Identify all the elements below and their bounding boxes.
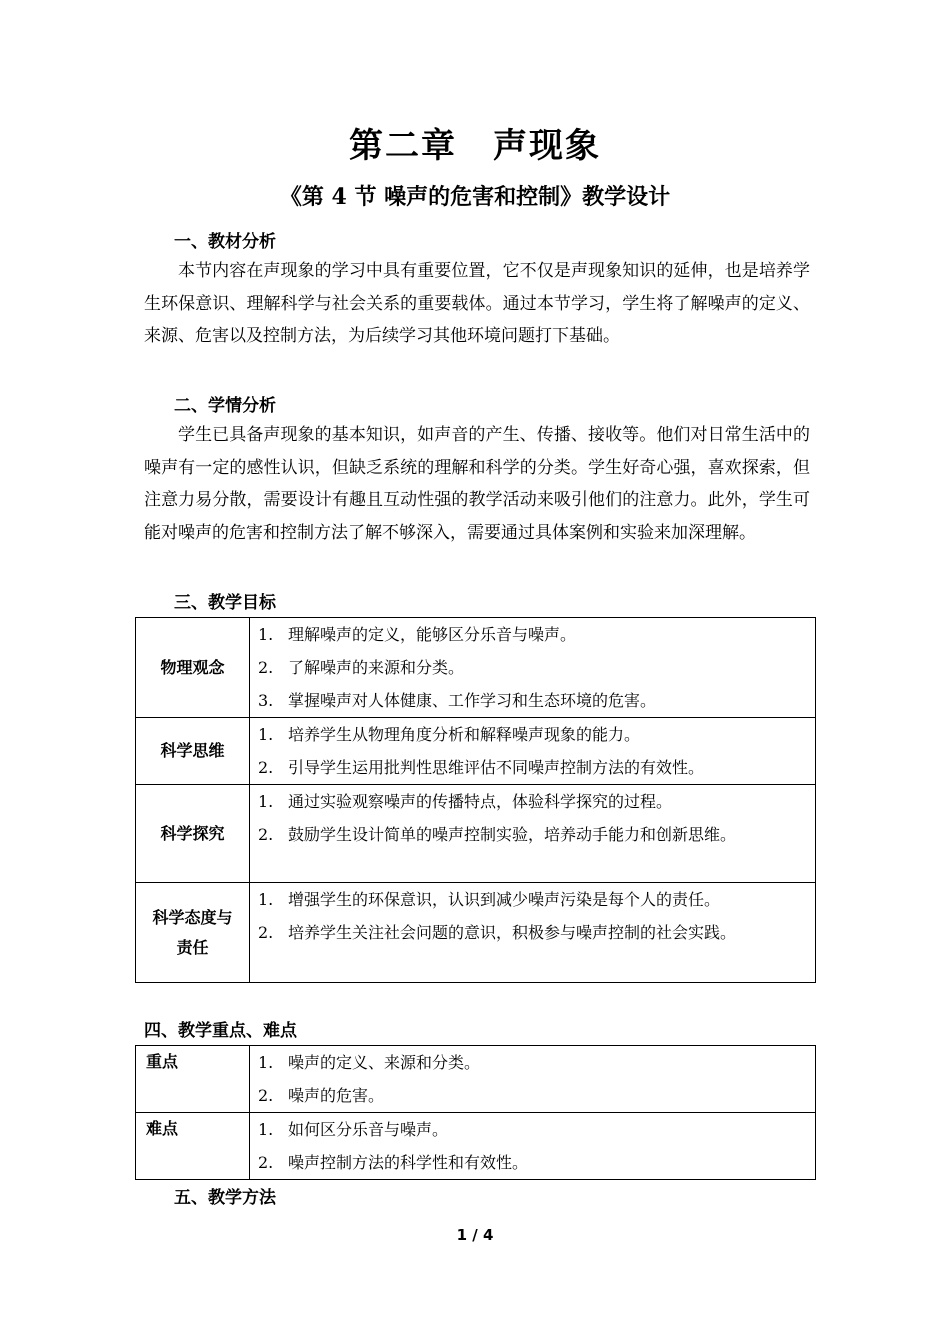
page-subtitle: 《第 4 节 噪声的危害和控制》教学设计 <box>279 184 671 210</box>
list-item: 1. 培养学生从物理角度分析和解释噪声现象的能力。 <box>258 725 641 744</box>
goal-items <box>250 718 816 785</box>
list-item: 2. 培养学生关注社会问题的意识，积极参与噪声控制的社会实践。 <box>258 923 737 942</box>
goal-items <box>250 618 816 718</box>
table-row <box>136 718 816 785</box>
goal-category: 物理观念 <box>136 618 250 718</box>
goals-table <box>135 617 816 983</box>
section-heading-1: 一、教材分析 <box>174 232 276 252</box>
list-item: 2. 鼓励学生设计简单的噪声控制实验，培养动手能力和创新思维。 <box>258 825 737 844</box>
section-heading-4: 四、教学重点、难点 <box>144 1021 297 1041</box>
table-row <box>136 883 816 983</box>
section-paragraph-2: 学生已具备声现象的基本知识，如声音的产生、传播、接收等。他们对日常生活中的噪声有一定的感性认识，但缺乏系统的理解和科学的分类。学生好奇心强，喜欢探索，但注意力易分散，需要设计有趣且互动性强的教学活动来吸引他们的注意力。此外，学生可能对噪声的危害和控制方法了解不够深入，需要通过具体案例和实验来加深理解。 <box>144 425 810 543</box>
list-item: 1. 增强学生的环保意识，认识到减少噪声污染是每个人的责任。 <box>258 890 721 909</box>
section-heading-2: 二、学情分析 <box>174 396 276 416</box>
list-item: 1. 理解噪声的定义，能够区分乐音与噪声。 <box>258 625 577 644</box>
goal-category: 科学思维 <box>136 718 250 785</box>
table-row <box>136 1046 816 1113</box>
table-row <box>136 785 816 883</box>
list-item: 2. 引导学生运用批判性思维评估不同噪声控制方法的有效性。 <box>258 758 705 777</box>
goal-items <box>250 883 816 983</box>
goal-category: 科学探究 <box>136 785 250 883</box>
key-point-category: 重点 <box>136 1046 250 1113</box>
list-item: 1. 噪声的定义、来源和分类。 <box>258 1053 481 1072</box>
key-point-category: 难点 <box>136 1113 250 1180</box>
page-number: 1 / 4 <box>456 1226 494 1244</box>
key-point-items <box>250 1046 816 1113</box>
list-item: 2. 了解噪声的来源和分类。 <box>258 658 465 677</box>
section-heading-3: 三、教学目标 <box>174 593 276 613</box>
goal-category: 科学态度与 责任 <box>136 883 250 983</box>
list-item: 2. 噪声控制方法的科学性和有效性。 <box>258 1153 529 1172</box>
page-title: 第二章 声现象 <box>349 126 601 166</box>
key-point-items <box>250 1113 816 1180</box>
table-row <box>136 1113 816 1180</box>
list-item: 3. 掌握噪声对人体健康、工作学习和生态环境的危害。 <box>258 691 657 710</box>
section-heading-5: 五、教学方法 <box>174 1188 276 1208</box>
table-row <box>136 618 816 718</box>
goal-items <box>250 785 816 883</box>
list-item: 1. 通过实验观察噪声的传播特点，体验科学探究的过程。 <box>258 792 673 811</box>
key-points-table <box>135 1045 816 1180</box>
list-item: 2. 噪声的危害。 <box>258 1086 385 1105</box>
list-item: 1. 如何区分乐音与噪声。 <box>258 1120 449 1139</box>
section-paragraph-1: 本节内容在声现象的学习中具有重要位置，它不仅是声现象知识的延伸，也是培养学生环保意识、理解科学与社会关系的重要载体。通过本节学习，学生将了解噪声的定义、来源、危害以及控制方法，为后续学习其他环境问题打下基础。 <box>144 261 810 346</box>
